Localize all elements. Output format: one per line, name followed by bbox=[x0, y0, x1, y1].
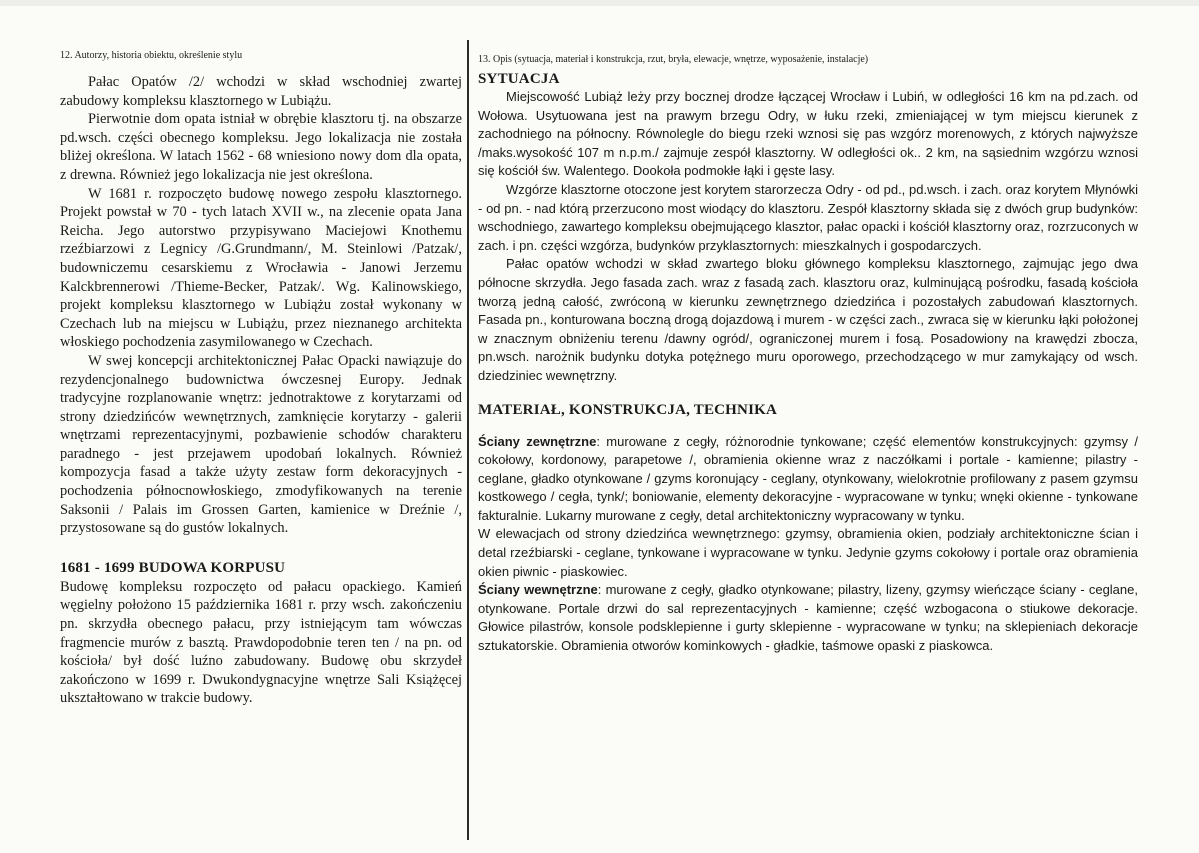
situation-paragraph-1: Miejscowość Lubiąż leży przy bocznej drodze łączącej Wrocław i Lubiń, w odległości 16 km na pd.zach. od Wołowa. Usytuowana jest na prawym brzegu Odry, w łuku rzeki, zmieniającej w tym miejscu kierunek z zachodniego na północny. Równolegle do biegu rzeki wznosi się pas wzgórz morenowych, z których najwyższe /maks.wysokość 107 m n.p.m./ zajmuje zespół klasztorny. W odległości ok.. 2 km, na sąsiednim wzgórzu wznosi się kościół św. Walentego. Dookoła podmokłe łąki i gęste lasy. bbox=[478, 89, 1138, 179]
column-divider bbox=[467, 40, 469, 840]
interior-walls-label: Ściany wewnętrzne bbox=[478, 582, 598, 598]
interior-walls-text bbox=[478, 581, 1138, 655]
left-paragraph-4: W swej koncepcji architektonicznej Pałac Opacki nawiązuje do rezydencjonalnego budownictwa ówczesnej Europy. Jednak tradycyjne rozplanowanie wnętrz: jednotraktowe z korytarzami od strony dziedzińców wewnętrznych, zamknięcie korytarzy - galerii wnętrzami reprezentacyjnymi, pozbawienie schodów charakteru paradnego - jest przejawem upodobań lokalnych. Również kompozycja fasad a także użyty zestaw form dekoracyjnych - pochodzenia północnowłoskiego, zmodyfikowanych na terenie Saksonii / Palais im Grossen Garten, kamienice w Dreźnie /, przystosowane są do gustów lokalnych. bbox=[60, 352, 462, 537]
page-top-edge bbox=[0, 0, 1199, 6]
exterior-walls-label: Ściany zewnętrzne bbox=[478, 433, 597, 449]
situation-paragraph-2: Wzgórze klasztorne otoczone jest korytem starorzecza Odry - od pd., pd.wsch. i zach. oraz korytem Młynówki - od pn. - nad którą przerzucono most wiodący do klasztoru. Zespół klasztorny składa się z dwóch grup budynków: wschodniego, zawartego kompleksu obejmującego klasztor, pałac opacki i kościół klasztorny oraz, rozrzuconych w zach. i pn. części wzgórza, budynków przyklasztornych: mieszkalnych i gospodarczych. bbox=[478, 181, 1138, 253]
interior-walls-body: : murowane z cegły, gładko otynkowane; pilastry, lizeny, gzymsy wieńczące ściany - ceglane, otynkowane. Portale drzwi do sal reprezentacyjnych - kamienne; część wzbogacona o stiukowe dekoracje. Głowice pilastrów, konsole podsklepienne i gurty sklepienne - wypracowane w tynku; na sklepieniach dekoracje sztukatorskie. Obramienia otworów kominkowych - gładkie, taśmowe opaski z piaskowca. bbox=[478, 582, 1138, 654]
situation-paragraph-3: Pałac opatów wchodzi w skład zwartego bloku głównego kompleksu klasztornego, zajmując jego dwa północne skrzydła. Jego fasada zach. wraz z fasadą zach. klasztoru oraz, kulminującą pośrodku, fasadą kościoła tworzą jedną całość, zwróconą w kierunku zewnętrznego dziedzińca i pozostałych zabudowań klasztornych. Fasada pn., konturowana boczną drogą dojazdową i murem - w części zach., zwraca się w kierunku łąki położonej w znacznym obniżeniu terenu /dawny ogród/, ograniczonej murem i fosą. Posadowiony na krawędzi zbocza, pn.wsch. narożnik budynku dotyka potężnego muru oporowego, przechodzącego w mur zamykający od wsch. dziedziniec wewnętrzny. bbox=[478, 256, 1138, 383]
exterior-walls-body: : murowane z cegły, różnorodnie tynkowane; część elementów konstrukcyjnych: gzymsy / cokołowy, kordonowy, parapetowe /, obramienia okienne wraz z naczółkami i portale - kamienne; pilastry - ceglane, gładko otynkowane / gzyms koronujący - ceglany, otynkowany, wielokrotnie profilowany z pasem gzymsu kostkowego / cegła, tynk/; boniowanie, elementy dekoracyjne - wypracowane w tynku; wnęki okienne - tynkowane fakturalnie. Lukarny murowane z cegły, detal architektoniczny wypracowany w tynku. bbox=[478, 433, 1138, 523]
courtyard-elevations-text: W elewacjach od strony dziedzińca wewnętrznego: gzymsy, obramienia okien, podziały architektoniczne ścian i detal rzeźbiarski - ceglane, tynkowane i wypracowane w tynku. Jedynie gzyms cokołowy i portale oraz obramienia okien piwnic - piaskowiec. bbox=[478, 526, 1138, 579]
situation-title: SYTUACJA bbox=[478, 71, 560, 87]
left-paragraph-3: W 1681 r. rozpoczęto budowę nowego zespołu klasztornego. Projekt powstał w 70 - tych latach XVII w., na zlecenie opata Jana Reicha. Jego autorstwo przypisywano Maciejowi Knothemu rzeźbiarzowi z Legnicy /G.Grundmann/, M. Steinlowi /Patzak/, budowniczemu cesarskiemu z Wrocławia - Janowi Jerzemu Kalckbrennerowi /Thieme-Becker, Patzak/. Wg. Kalinowskiego, projekt kompleksu klasztornego w Lubiążu został wykonany w Czechach lub na miejscu w Lubiążu, przez nieznanego architekta włoskiego pochodzenia zasymilowanego w Czechach. bbox=[60, 185, 462, 351]
left-section-title: 1681 - 1699 BUDOWA KORPUSU bbox=[60, 559, 286, 576]
exterior-walls-text bbox=[478, 433, 1138, 526]
left-paragraph-2: Pierwotnie dom opata istniał w obrębie klasztoru tj. na obszarze pd.wsch. części obecnego kompleksu. Jego lokalizacja nie została bliżej określona. W latach 1562 - 68 wniesiono nowy dom dla opata, z drewna. Również jego lokalizacja nie jest określona. bbox=[60, 111, 462, 183]
material-title: MATERIAŁ, KONSTRUKCJA, TECHNIKA bbox=[478, 401, 778, 418]
right-column-header: 13. Opis (sytuacja, materiał i konstrukcja, rzut, bryła, elewacje, wnętrze, wyposażenie, instalacje) bbox=[478, 54, 869, 65]
left-column-header: 12. Autorzy, historia obiektu, określenie stylu bbox=[60, 50, 243, 61]
left-paragraph-1: Pałac Opatów /2/ wchodzi w skład wschodniej zwartej zabudowy kompleksu klasztornego w Lubiążu. bbox=[60, 74, 462, 109]
left-section-text: Budowę kompleksu rozpoczęto od pałacu opackiego. Kamień węgielny położono 15 października 1681 r. przy wsch. zakończeniu pn. skrzydła obecnego pałacu, przy istniejącym tam wówczas fragmencie murów z basztą. Prawdopodobnie teren ten / na pn. od kościoła/ był dość luźno zabudowany. Budowę obu skrzydeł zakończono w 1699 r. Dwukondygnacyjne wnętrze Sali Książęcej ukształtowano w trakcie budowy. bbox=[60, 578, 462, 707]
right-column bbox=[478, 46, 1138, 656]
left-column bbox=[60, 46, 462, 708]
